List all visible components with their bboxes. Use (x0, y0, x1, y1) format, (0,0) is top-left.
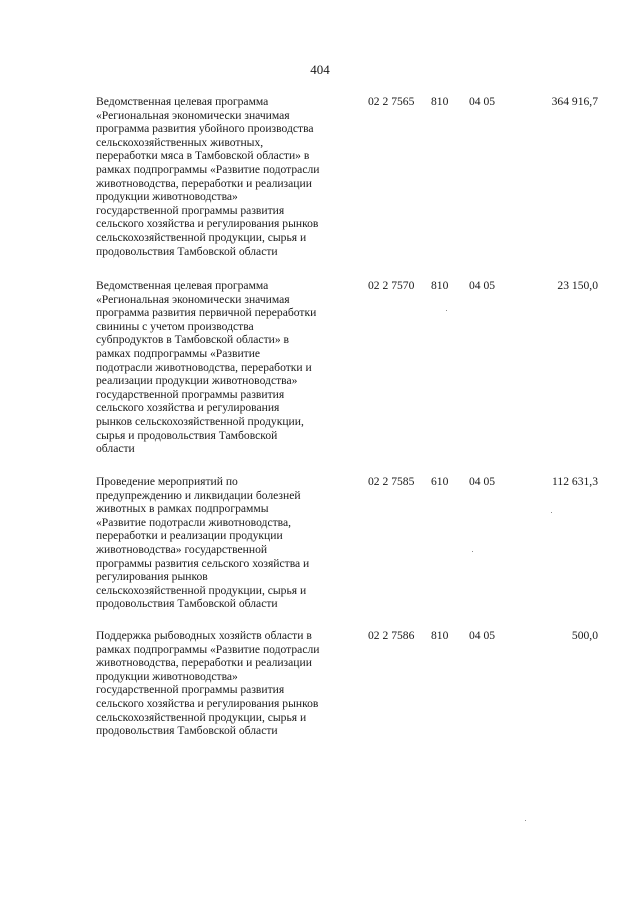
scan-speck (551, 512, 552, 513)
row-section: 04 05 (469, 279, 496, 292)
row-expense-type: 810 (431, 95, 449, 108)
scan-speck (472, 551, 473, 552)
scan-speck (525, 820, 526, 821)
row-amount: 112 631,3 (552, 475, 598, 488)
page-number: 404 (310, 62, 330, 77)
row-section: 04 05 (469, 475, 496, 488)
row-expense-type: 810 (431, 629, 449, 642)
row-amount: 500,0 (571, 629, 598, 642)
row-target-code: 02 2 7565 (368, 95, 415, 108)
row-expense-type: 610 (431, 475, 449, 488)
row-section: 04 05 (469, 95, 496, 108)
row-description: Поддержка рыбоводных хозяйств области в рамках подпрограммы «Развитие подотрасли животноводства, переработки и реализации продукции животноводства» государственной программы развития сельского хозяйства и регулирования рынков сельскохозяйственной продукции, сырья и продовольствия Тамбовской области (96, 629, 320, 738)
row-target-code: 02 2 7586 (368, 629, 415, 642)
scan-speck (446, 310, 447, 311)
row-expense-type: 810 (431, 279, 449, 292)
row-amount: 23 150,0 (557, 279, 598, 292)
row-description: Ведомственная целевая программа «Региональная экономически значимая программа развития первичной переработки свинины с учетом производства субпродуктов в Тамбовской области» в рамках подпрограммы «Развитие подотрасли животноводства, переработки и реализации продукции животноводства» государственной программы развития сельского хозяйства и регулирования рынков сельскохозяйственной продукции, сырья и продовольствия Тамбовской области (96, 279, 317, 456)
row-section: 04 05 (469, 629, 496, 642)
row-description: Ведомственная целевая программа «Региональная экономически значимая программа развития убойного производства сельскохозяйственных животных, переработки мяса в Тамбовской области» в рамках подпрограммы «Развитие подотрасли животноводства, переработки и реализации продукции животноводства» государственной программы развития сельского хозяйства и регулирования рынков сельскохозяйственной продукции, сырья и продовольствия Тамбовской области (96, 95, 320, 258)
row-target-code: 02 2 7585 (368, 475, 415, 488)
row-amount: 364 916,7 (551, 95, 598, 108)
row-target-code: 02 2 7570 (368, 279, 415, 292)
row-description: Проведение мероприятий по предупреждению и ликвидации болезней животных в рамках подпрограммы «Развитие подотрасли животноводства, переработки и реализации продукции животноводства» государственной программы развития сельского хозяйства и регулирования рынков сельскохозяйственной продукции, сырья и продовольствия Тамбовской области (96, 475, 310, 611)
